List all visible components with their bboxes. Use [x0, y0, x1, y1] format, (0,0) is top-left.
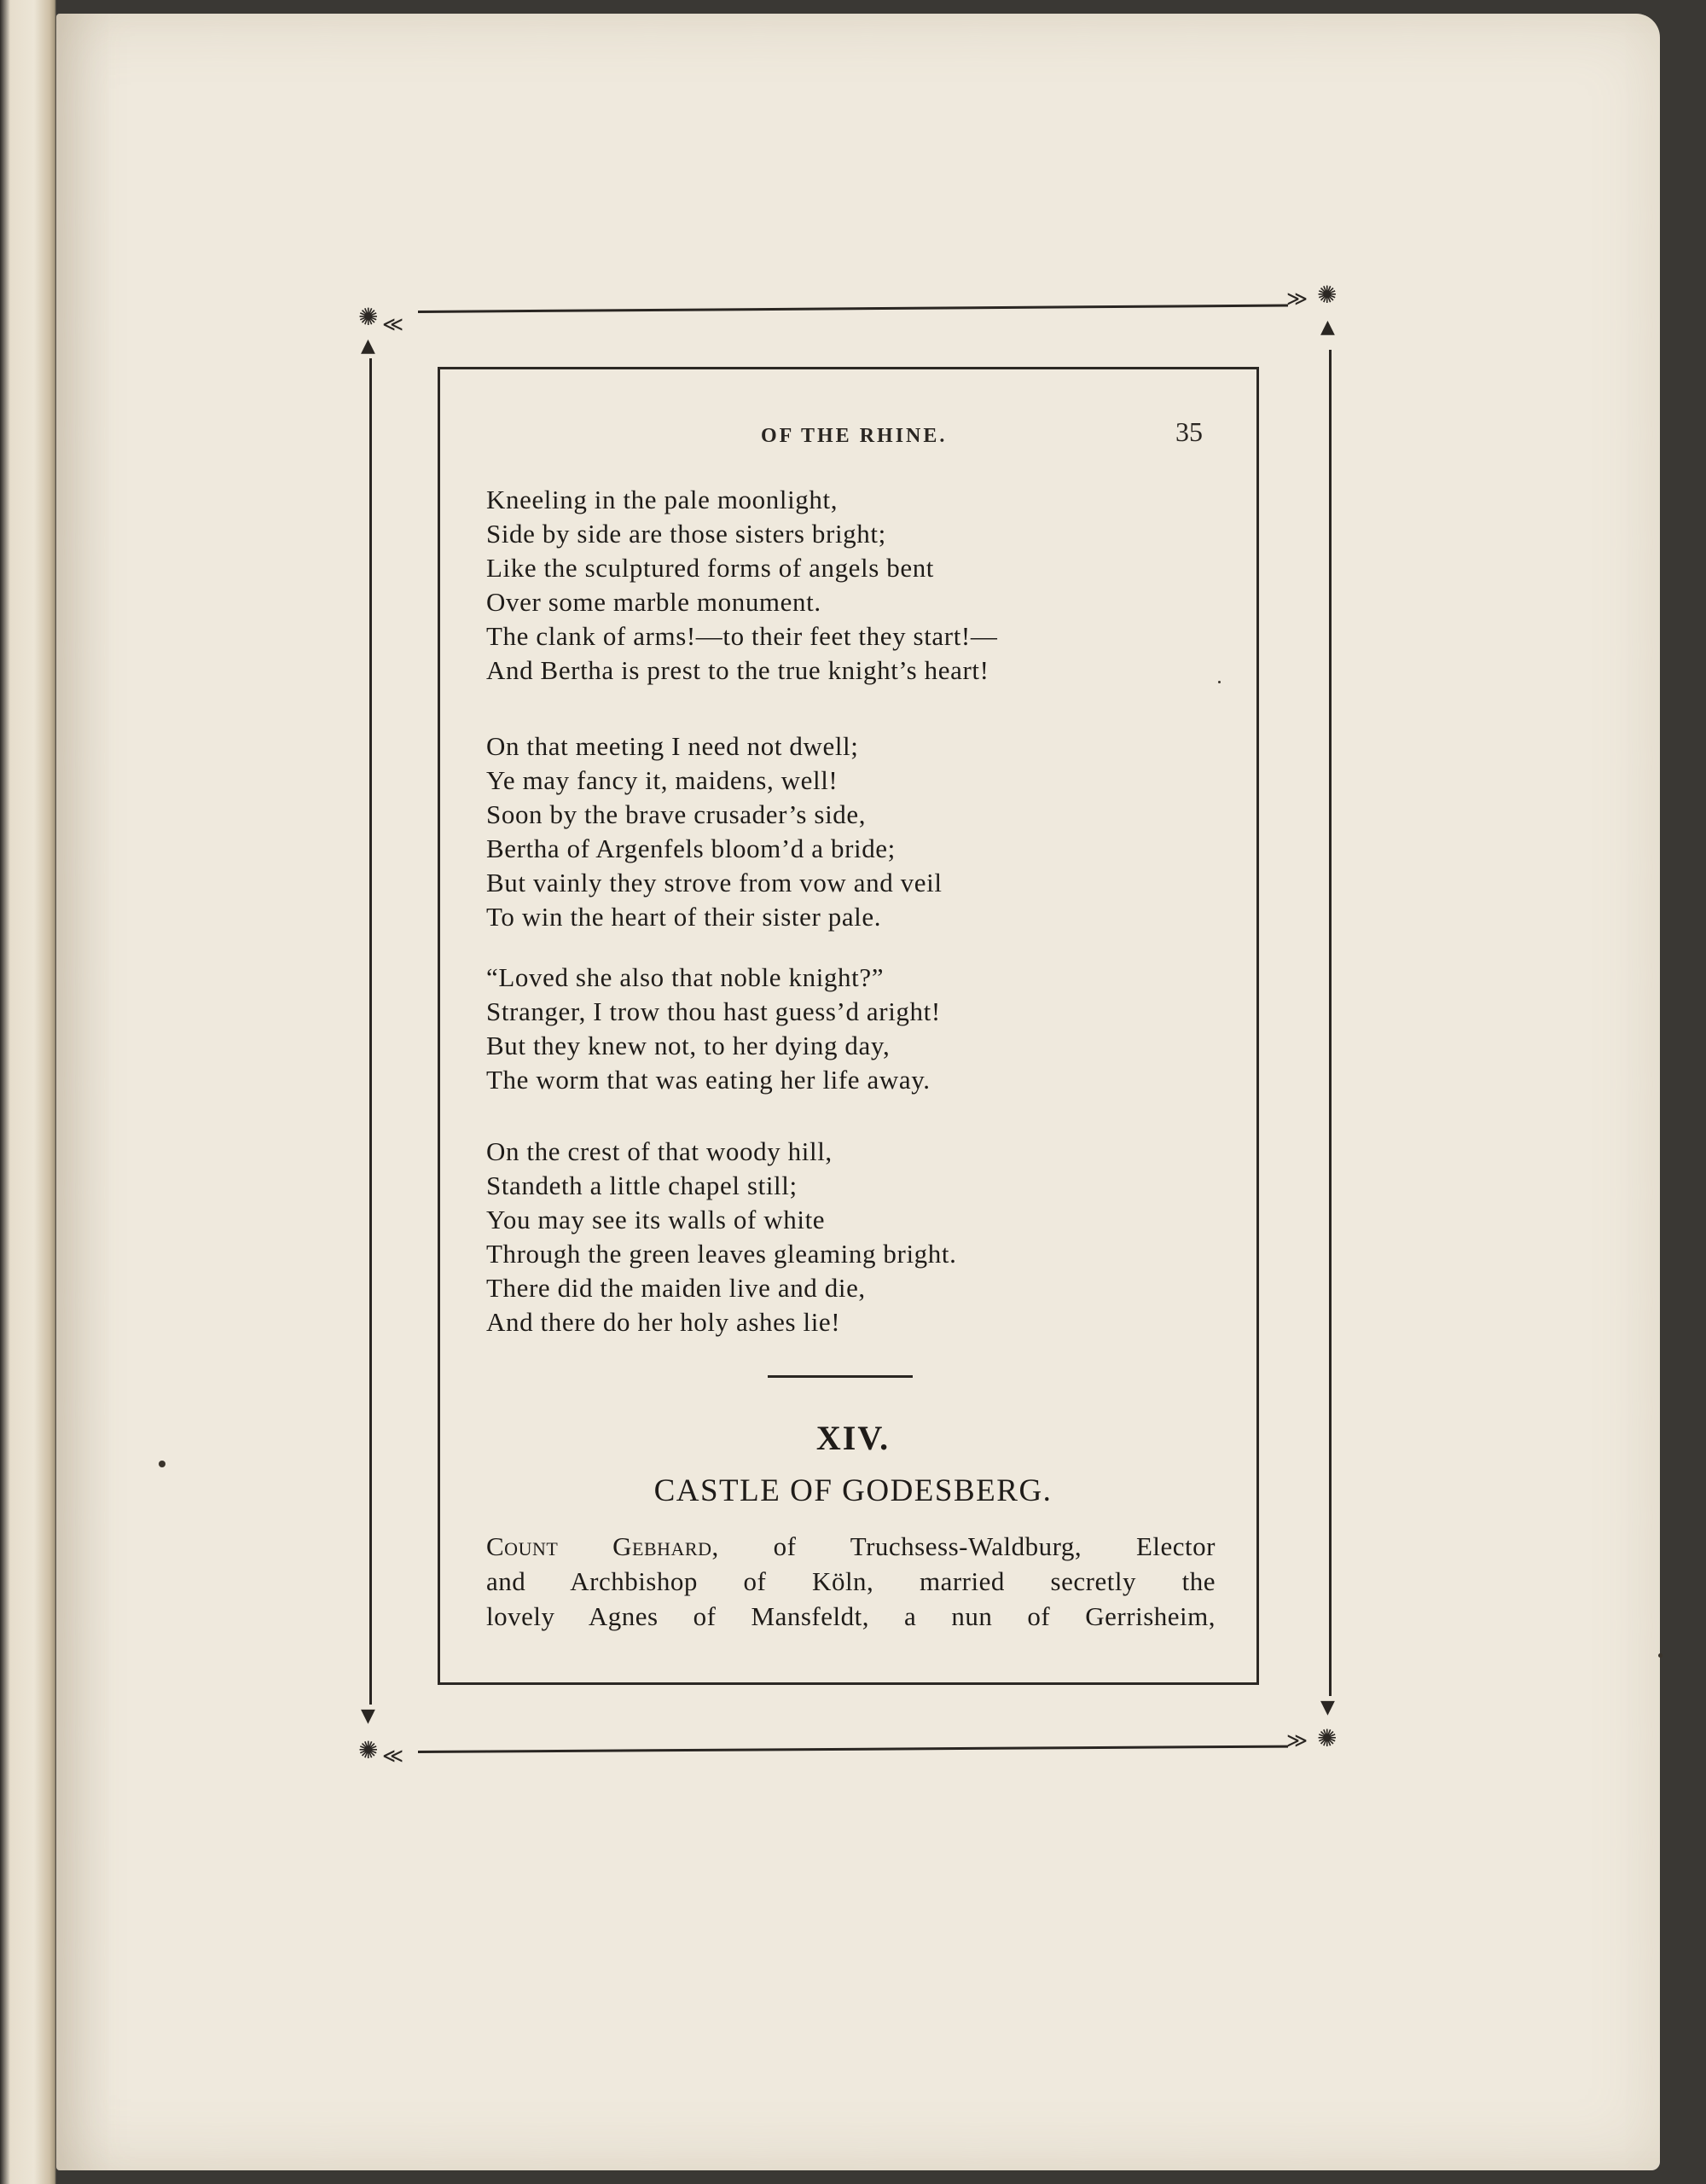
bottom-right-arrowhead-icon: ≫ [1286, 1728, 1309, 1752]
page-number: 35 [1175, 416, 1203, 447]
bottom-left-arrowhead-icon: ≪ [382, 1744, 404, 1768]
right-down-arrow-icon: ▼ [1320, 1697, 1335, 1718]
verse-line: But vainly they strove from vow and veil [486, 868, 943, 897]
verse-line: To win the heart of their sister pale. [486, 902, 882, 932]
top-right-rosette-icon: ✺ [1317, 281, 1338, 309]
prose-name-smallcaps: Count Gebhard [486, 1531, 712, 1561]
stanza-2 [486, 729, 1237, 934]
bottom-right-rosette-icon: ✺ [1317, 1724, 1338, 1752]
paper-speck [159, 1461, 165, 1467]
verse-line: On that meeting I need not dwell; [486, 731, 859, 761]
verse-line: Kneeling in the pale moonlight, [486, 485, 838, 514]
verse-line: But they knew not, to her dying day, [486, 1031, 891, 1060]
verse-line: And there do her holy ashes lie! [486, 1307, 841, 1337]
verse-line: There did the maiden live and die, [486, 1273, 866, 1303]
verse-line: Over some marble monument. [486, 587, 821, 617]
paper-speck [1218, 681, 1221, 683]
verse-line: You may see its walls of white [486, 1205, 826, 1234]
prose-line: lovely Agnes of Mansfeldt, a nun of Gerrisheim, [486, 1601, 1216, 1631]
stanza-1 [486, 483, 1237, 688]
verse-line: Soon by the brave crusader’s side, [486, 799, 867, 829]
top-left-rosette-icon: ✺ [358, 303, 379, 331]
top-left-arrowhead-icon: ≪ [382, 312, 404, 336]
verse-line: The worm that was eating her life away. [486, 1065, 931, 1095]
prose-line [486, 1529, 1216, 1564]
section-title: CASTLE OF GODESBERG. [653, 1473, 1053, 1508]
verse-line: The clank of arms!—to their feet they start!— [486, 621, 998, 651]
section-divider-rule [768, 1375, 913, 1378]
verse-line: Through the green leaves gleaming bright. [486, 1239, 957, 1269]
section-number: XIV. [815, 1419, 891, 1457]
book-binding-edge [0, 0, 56, 2184]
right-up-arrow-icon: ▲ [1320, 317, 1335, 338]
paper-speck [1658, 1653, 1662, 1658]
verse-line: Stranger, I trow thou hast guess’d aright! [486, 996, 941, 1026]
left-up-arrow-icon: ▲ [361, 335, 375, 357]
verse-line: And Bertha is prest to the true knight’s heart! [486, 655, 989, 685]
prose-line-rest: , of Truchsess-Waldburg, Elector [711, 1531, 1216, 1561]
bottom-left-rosette-icon: ✺ [358, 1736, 379, 1764]
verse-line: “Loved she also that noble knight?” [486, 962, 885, 992]
stanza-3 [486, 961, 1237, 1097]
verse-line: Standeth a little chapel still; [486, 1170, 798, 1200]
verse-line: Like the sculptured forms of angels bent [486, 553, 935, 583]
verse-line: Bertha of Argenfels bloom’d a bride; [486, 834, 896, 863]
left-down-arrow-icon: ▼ [361, 1705, 375, 1727]
prose-line: and Archbishop of Köln, married secretly the [486, 1566, 1216, 1596]
section-prose [486, 1529, 1216, 1634]
running-head: OF THE RHINE. [761, 425, 948, 447]
verse-line: On the crest of that woody hill, [486, 1136, 833, 1166]
verse-line: Ye may fancy it, maidens, well! [486, 765, 838, 795]
stanza-4 [486, 1135, 1237, 1339]
verse-line: Side by side are those sisters bright; [486, 519, 886, 549]
top-right-arrowhead-icon: ≫ [1286, 287, 1309, 311]
